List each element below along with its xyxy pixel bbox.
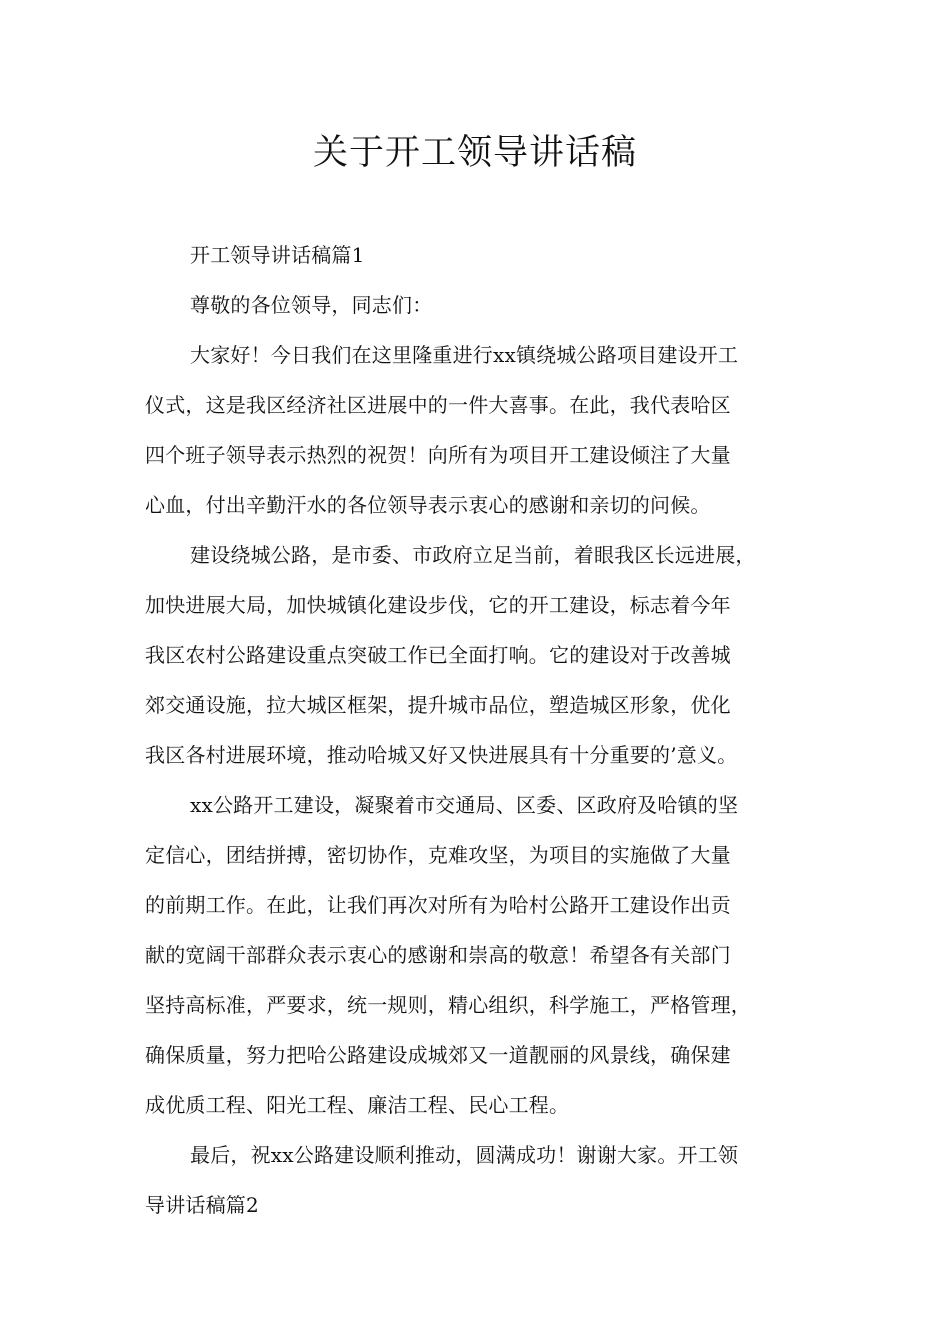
- text-line: 我区各村进展环境，推动哈城又好又快进展具有十分重要的’意义。: [145, 743, 738, 767]
- text-line: 献的宽阔干部群众表示衷心的感谢和崇高的敬意！希望各有关部门: [145, 943, 731, 967]
- text-line: 大家好！今日我们在这里隆重进行xx镇绕城公路项目建设开工: [190, 343, 739, 367]
- text-line: 成优质工程、阳光工程、廉洁工程、民心工程。: [145, 1093, 570, 1117]
- salutation: 尊敬的各位领导，同志们：: [190, 293, 433, 317]
- text-line: 确保质量，努力把哈公路建设成城郊又一道靓丽的风景线，确保建: [145, 1043, 731, 1067]
- text-line: 最后，祝xx公路建设顺利推动，圆满成功！谢谢大家。开工领: [190, 1143, 739, 1167]
- text-line: 坚持高标准，严要求，统一规则，精心组织，科学施工，严格管理，: [145, 993, 751, 1017]
- text-line: 心血，付出辛勤汗水的各位领导表示衷心的感谢和亲切的问候。: [145, 493, 711, 517]
- section-heading: 开工领导讲话稿篇1: [190, 243, 365, 267]
- document-title: 关于开工领导讲话稿: [312, 133, 637, 173]
- text-line: 导讲话稿篇2: [145, 1193, 259, 1217]
- text-line: 建设绕城公路，是市委、市政府立足当前，着眼我区长远进展，: [190, 543, 756, 567]
- text-line: 仪式，这是我区经济社区进展中的一件大喜事。在此，我代表哈区: [145, 393, 731, 417]
- text-line: 我区农村公路建设重点突破工作已全面打响。它的建设对于改善城: [145, 643, 731, 667]
- document-body: [145, 230, 810, 1230]
- text-line: 郊交通设施，拉大城区框架，提升城市品位，塑造城区形象，优化: [145, 693, 731, 717]
- text-line: 四个班子领导表示热烈的祝贺！向所有为项目开工建设倾注了大量: [145, 443, 731, 467]
- text-line: 定信心，团结拼搏，密切协作，克难攻坚，为项目的实施做了大量: [145, 843, 731, 867]
- text-line: xx公路开工建设，凝聚着市交通局、区委、区政府及哈镇的坚: [190, 793, 739, 817]
- text-line: 的前期工作。在此，让我们再次对所有为哈村公路开工建设作出贡: [145, 893, 731, 917]
- text-line: 加快进展大局，加快城镇化建设步伐，它的开工建设，标志着今年: [145, 593, 731, 617]
